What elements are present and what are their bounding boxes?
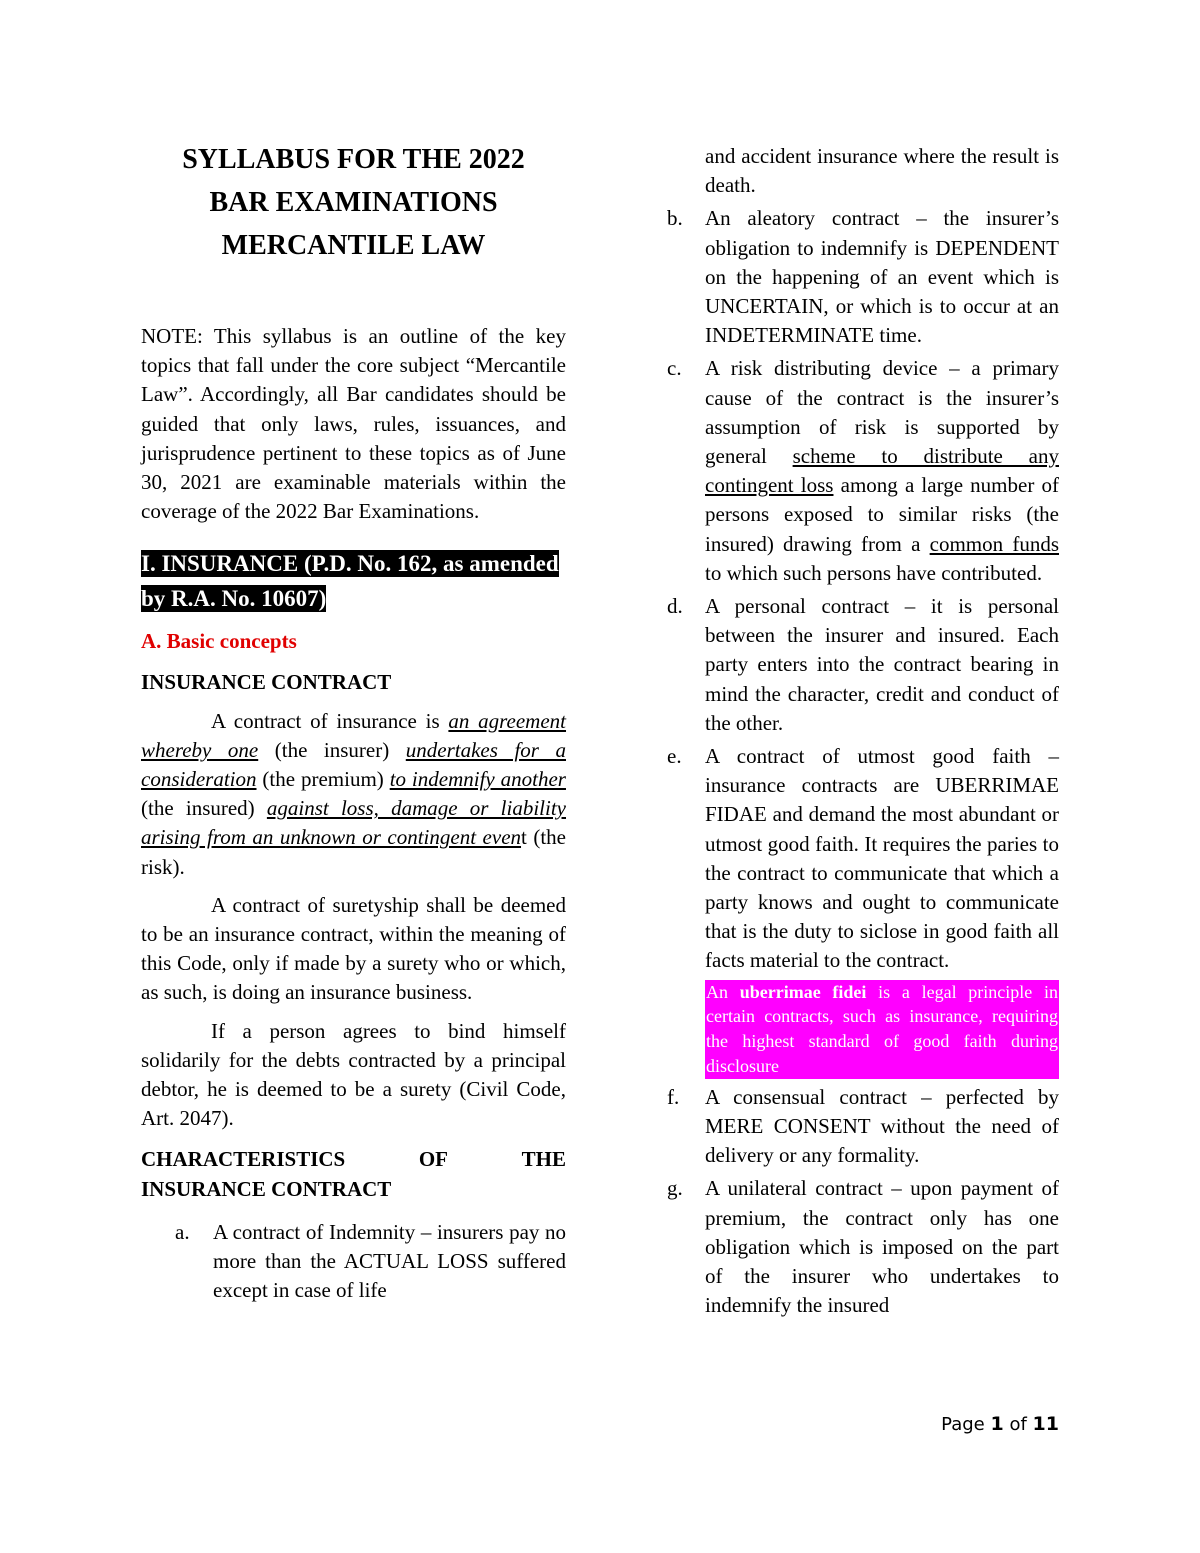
definition-emphasis: undertakes for a consideration [141, 737, 566, 792]
note-text: is a legal principle in certain contracts, such as insurance, requiring the highest standard of good faith during disclosure [706, 981, 1059, 1077]
section-heading-text: I. INSURANCE (P.D. No. 162, as amended by R.A. No. 10607) [141, 551, 559, 612]
characteristics-list [141, 1218, 566, 1306]
list-item [175, 1218, 566, 1306]
characteristics-heading [141, 1145, 566, 1174]
list-item-text: and accident insurance where the result is death. [705, 144, 1059, 198]
list-marker: a. [175, 1219, 190, 1244]
note-bold-term: uberrimae fidei [739, 981, 867, 1002]
list-item [667, 1174, 1059, 1320]
definition-text: (the insured) [141, 796, 267, 821]
list-item [667, 204, 1059, 350]
list-item-text: A contract of Indemnity – insurers pay no more than the ACTUAL LOSS suffered except in case of life [213, 1219, 566, 1303]
page-number-footer [941, 1413, 1059, 1435]
footer-page-number: 1 [990, 1413, 1004, 1435]
highlighted-note [705, 980, 1059, 1079]
suretyship-paragraph: A contract of suretyship shall be deemed to be an insurance contract, within the meaning of this Code, only if made by a surety who or which, as such, is doing an insurance business. [141, 892, 566, 1005]
item-underlined-text: scheme to distribute any contingent loss [705, 444, 1059, 498]
definition-emphasis: an agreement whereby one [141, 708, 567, 762]
definition-emphasis: to indemnify another [389, 767, 566, 792]
list-marker: g. [667, 1176, 683, 1201]
insurance-contract-definition [141, 707, 566, 882]
list-marker: e. [667, 744, 682, 769]
list-item-continuation [667, 142, 1059, 200]
definition-emphasis: against loss, damage or liability arising from an unknown or contingent even [141, 796, 566, 850]
title-line-3: MERCANTILE LAW [221, 230, 486, 261]
footer-of-word: of [1009, 1414, 1027, 1435]
list-item [667, 742, 1059, 976]
left-column [141, 138, 566, 1305]
list-item-text: A unilateral contract – upon payment of premium, the contract only has one obligation which is imposed on the part of the insurer who undertakes to indemnify the insured [705, 1176, 1059, 1318]
definition-text: A contract of insurance is [211, 708, 449, 733]
definition-text: (the premium) [256, 767, 390, 792]
subsection-heading-basic-concepts: A. Basic concepts [141, 629, 297, 654]
list-item-text [705, 354, 1059, 588]
footer-total-pages: 11 [1032, 1413, 1059, 1435]
title-line-2: BAR EXAMINATIONS [209, 187, 498, 218]
syllabus-note: NOTE: This syllabus is an outline of the key topics that fall under the core subject “Mercantile Law”. Accordingly, all Bar candidates should be guided that only laws, rules, issuances, and jurisprudence pertinent to these topics as of June 30, 2021 are examinable materials within the coverage of the 2022 Bar Examinations. [141, 324, 566, 524]
characteristics-list-continued [667, 142, 1059, 1321]
characteristics-heading-word: THE [521, 1147, 566, 1172]
characteristics-heading-word: OF [418, 1147, 449, 1172]
list-item-text: An aleatory contract – the insurer’s obligation to indemnify is DEPENDENT on the happening of an event which is UNCERTAIN, or which is to occur at an INDETERMINATE time. [705, 206, 1059, 348]
characteristics-heading-word: CHARACTERISTICS [141, 1147, 346, 1172]
list-item [667, 1083, 1059, 1171]
list-item-text: A contract of utmost good faith – insurance contracts are UBERRIMAE FIDAE and demand the most abundant or utmost good faith. It requires the paries to the contract to communicate that which a party knows and ought to communicate that is the duty to siclose in good faith all facts material to the contract. [705, 744, 1059, 973]
list-marker-spacer [667, 142, 705, 200]
list-item-text: A personal contract – it is personal between the insurer and insured. Each party enters into the contract bearing in mind the character, credit and conduct of the other. [705, 594, 1059, 735]
list-item-text: A consensual contract – perfected by MERE CONSENT without the need of delivery or any formality. [705, 1084, 1059, 1168]
note-text: An [706, 981, 740, 1002]
definition-text: (the insurer) [258, 737, 406, 762]
document-title [141, 138, 566, 267]
list-marker: b. [667, 206, 683, 231]
characteristics-heading-line-2: INSURANCE CONTRACT [141, 1176, 392, 1201]
insurance-contract-heading: INSURANCE CONTRACT [141, 670, 392, 695]
surety-definition-paragraph: If a person agrees to bind himself solidarily for the debts contracted by a principal debtor, he is deemed to be a surety (Civil Code, Art. 2047). [141, 1018, 566, 1131]
list-item [667, 354, 1059, 588]
definition-text: t (the risk). [141, 825, 566, 879]
footer-page-word: Page [941, 1414, 985, 1435]
item-text: among a large number of persons exposed to similar risks (the insured) drawing from a [705, 473, 1059, 556]
right-column [667, 142, 1059, 1321]
list-marker: f. [667, 1084, 680, 1109]
list-marker: d. [667, 594, 683, 619]
item-text: to which such persons have contributed. [705, 560, 1043, 585]
list-item [667, 592, 1059, 738]
section-heading-insurance [141, 546, 566, 616]
item-text: A risk distributing device – a primary cause of the contract is the insurer’s assumption of risk is supported by general [705, 356, 1059, 469]
item-underlined-text: common funds [929, 531, 1059, 556]
list-marker: c. [667, 356, 682, 381]
title-line-1: SYLLABUS FOR THE 2022 [182, 144, 525, 175]
